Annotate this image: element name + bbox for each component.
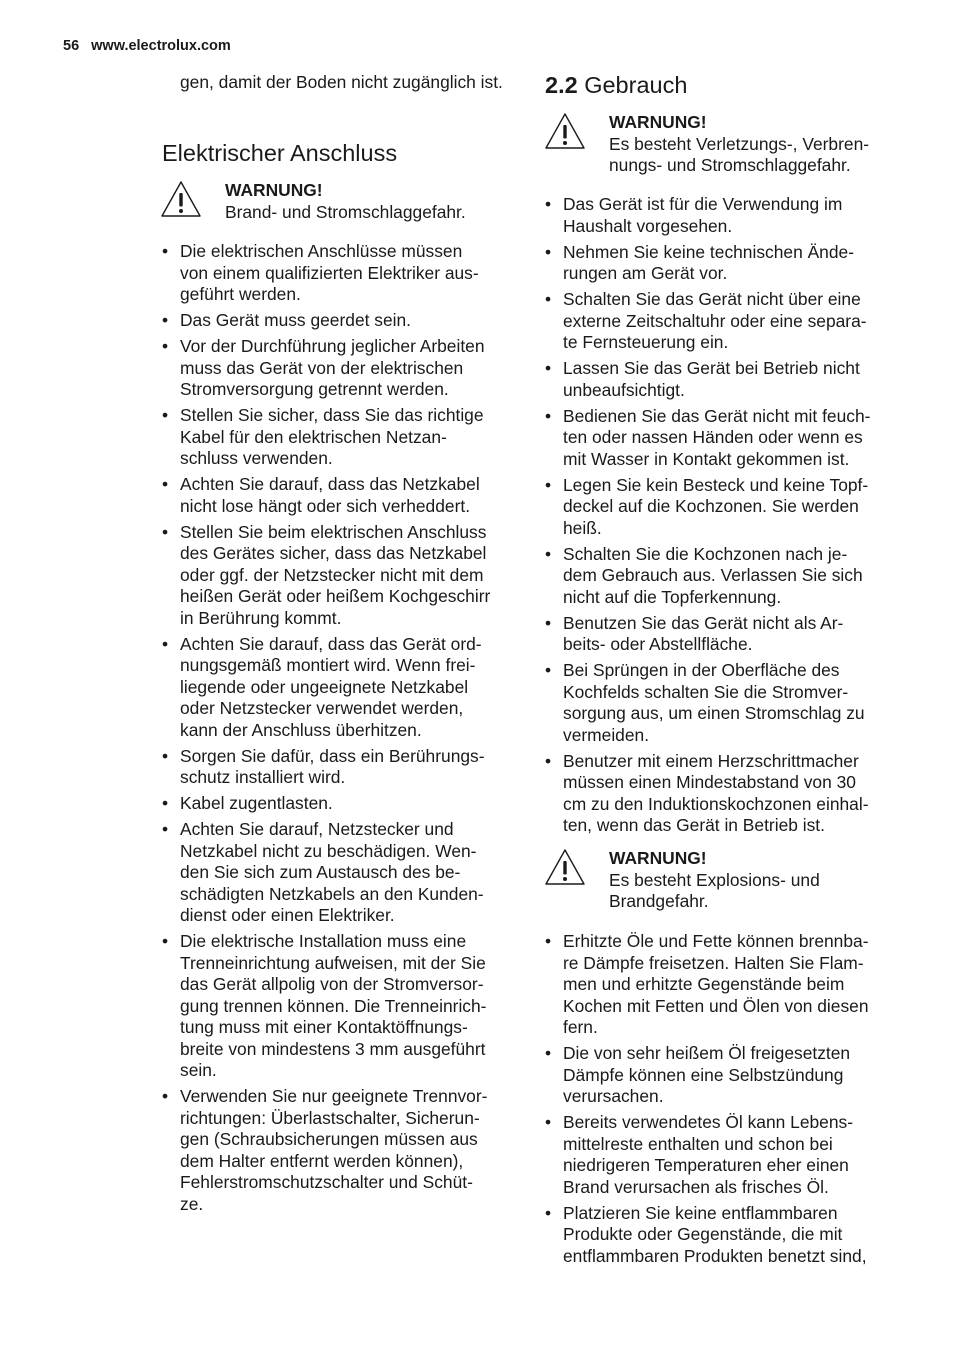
list-item-line: • Das Gerät muss geerdet sein. [180, 310, 412, 330]
list-item-line: Haushalt vorgesehen. [563, 215, 733, 236]
list-item-line: • Kabel zugentlasten. [180, 793, 333, 813]
list-item-line: • Vor der Durchführung jeglicher Arbeiten [180, 336, 485, 356]
list-item-line: • Die elektrische Installation muss eine [180, 931, 467, 951]
warning-title: WARNUNG! [609, 848, 707, 868]
list-item-line: kann der Anschluss überhitzen. [180, 719, 422, 740]
list-item-line: ze. [180, 1193, 204, 1214]
list-item-line: • Bereits verwendetes Öl kann Lebens- [563, 1112, 854, 1132]
section-title-elektrischer-anschluss: Elektrischer Anschluss [162, 140, 398, 166]
list-item-line: rungen am Gerät vor. [563, 263, 728, 283]
list-item-line: Kabel für den elektrischen Netzan- [180, 426, 447, 447]
list-item-line: • Stellen Sie sicher, dass Sie das richtige [180, 405, 484, 425]
list-item-line: cm zu den Induktionskochzonen einhal- [563, 793, 869, 814]
list-item [545, 613, 905, 656]
list-item-line: beits- oder Abstellfläche. [563, 634, 753, 654]
list-item-line: dienst oder einen Elektriker. [180, 905, 395, 925]
list-item [545, 1203, 905, 1268]
list-item-line: Brand verursachen als frisches Öl. [563, 1176, 829, 1197]
list-item-line: externe Zeitschaltuhr oder eine separa- [563, 310, 867, 331]
list-item-line: • Bei Sprüngen in der Oberfläche des [563, 660, 840, 680]
warning-triangle-icon [544, 848, 586, 886]
list-item-line: oder Netzstecker verwendet werden, [180, 698, 464, 718]
list-item-line: • Platzieren Sie keine entflammbaren [563, 1202, 838, 1223]
list-item [545, 475, 905, 540]
list-item-line: oder ggf. der Netzstecker nicht mit dem [180, 564, 484, 585]
list-item-line: • Schalten Sie das Gerät nicht über eine [563, 289, 861, 309]
list-item-line: sorgung aus, um einen Stromschlag zu [563, 703, 865, 723]
list-item-line: muss das Gerät von der elektrischen [180, 357, 464, 378]
section-title-gebrauch [545, 71, 687, 99]
list-item-line: heißen Gerät oder heißem Kochgeschirr [180, 586, 491, 606]
list-item [162, 819, 522, 927]
list-item-line: sein. [180, 1060, 217, 1080]
list-item-line: Dämpfe können eine Selbstzündung [563, 1064, 844, 1085]
list-item-line: • Legen Sie kein Besteck und keine Topf- [563, 474, 869, 495]
list-item-line: Kochen mit Fetten und Ölen von diesen [563, 995, 869, 1016]
list-item [162, 931, 522, 1082]
warning-title: WARNUNG! [609, 112, 707, 132]
list-item-line: unbeaufsichtigt. [563, 379, 685, 400]
list-item [162, 793, 522, 815]
list-item [545, 406, 905, 471]
list-item-line: müssen einen Mindestabstand von 30 [563, 772, 856, 792]
warning-text [609, 112, 869, 177]
warning-text [225, 180, 466, 223]
list-item-line: • Bedienen Sie das Gerät nicht mit feuch- [563, 405, 871, 426]
list-item-line: • Achten Sie darauf, dass das Gerät ord- [180, 633, 482, 654]
list-item-line: • Schalten Sie die Kochzonen nach je- [563, 543, 848, 564]
list-item-line: te Fernsteuerung ein. [563, 332, 729, 352]
list-item-line: men und erhitzte Gegenstände beim [563, 974, 845, 994]
list-item-line: • Benutzer mit einem Herzschrittmacher [563, 750, 859, 771]
warning-line: nungs- und Stromschlaggefahr. [609, 155, 851, 175]
list-item-line: das Gerät allpolig von der Stromversor- [180, 974, 484, 994]
list-item-line: re Dämpfe freisetzen. Halten Sie Flam- [563, 952, 864, 973]
list-item [545, 544, 905, 609]
list-item-line: ten oder nassen Händen oder wenn es [563, 427, 863, 447]
list-item-line: Kochfelds schalten Sie die Stromver- [563, 681, 849, 702]
list-item [162, 336, 522, 401]
list-item-line: entflammbaren Produkten benetzt sind, [563, 1245, 867, 1266]
list-item-line: deckel auf die Kochzonen. Sie werden [563, 496, 859, 516]
list-item-line: • Achten Sie darauf, Netzstecker und [180, 819, 454, 839]
list-item-line: • Die von sehr heißem Öl freigesetzten [563, 1043, 851, 1063]
list-item-line: Fehlerstromschutzschalter und Schüt- [180, 1172, 473, 1192]
list-item-line: mittelreste enthalten und schon bei [563, 1133, 833, 1154]
list-item-line: von einem qualifizierten Elektriker aus- [180, 262, 479, 283]
warning-title: WARNUNG! [225, 180, 323, 200]
warning-line: Brandgefahr. [609, 891, 709, 911]
continuation-text: gen, damit der Boden nicht zugänglich ist. [180, 72, 503, 92]
bullet-list-electrical [162, 241, 522, 1220]
list-item [545, 1112, 905, 1198]
list-item [545, 289, 905, 354]
list-item-line: mit Wasser in Kontakt gekommen ist. [563, 448, 850, 469]
list-item-line: breite von mindestens 3 mm ausgeführt [180, 1038, 486, 1059]
list-item-line: verursachen. [563, 1086, 664, 1106]
list-item [162, 746, 522, 789]
list-item-line: ten, wenn das Gerät in Betrieb ist. [563, 815, 825, 835]
list-item-line: Netzkabel nicht zu beschädigen. Wen- [180, 840, 477, 861]
list-item [545, 358, 905, 401]
list-item [162, 634, 522, 742]
list-item-line: gen (Schraubsicherungen müssen aus [180, 1129, 478, 1149]
section-title-text: Gebrauch [584, 72, 688, 98]
list-item-line: vermeiden. [563, 724, 650, 745]
warning-text [609, 848, 820, 913]
list-item [162, 405, 522, 470]
list-item-line: nungsgemäß montiert wird. Wenn frei- [180, 655, 476, 675]
list-item-line: dem Gebrauch aus. Verlassen Sie sich [563, 565, 863, 585]
list-item-line: dem Halter entfernt werden können), [180, 1150, 464, 1171]
list-item-line: gung trennen können. Die Trenneinrich- [180, 995, 487, 1016]
warning-triangle-icon [160, 180, 202, 218]
list-item-line: • Sorgen Sie dafür, dass ein Berührungs- [180, 745, 485, 766]
list-item [545, 242, 905, 285]
list-item-line: tung muss mit einer Kontaktöffnungs- [180, 1017, 468, 1037]
list-item-line: • Verwenden Sie nur geeignete Trennvor- [180, 1086, 488, 1106]
site-url: www.electrolux.com [91, 38, 231, 54]
warning-line: Es besteht Explosions- und [609, 869, 820, 890]
list-item-line: • Erhitzte Öle und Fette können brennba- [563, 931, 869, 951]
list-item-line: schluss verwenden. [180, 448, 333, 468]
list-item-line: geführt werden. [180, 284, 301, 304]
list-item-line: in Berührung kommt. [180, 607, 342, 628]
list-item-line: • Die elektrischen Anschlüsse müssen [180, 241, 463, 261]
list-item-line: des Gerätes sicher, dass das Netzkabel [180, 543, 487, 563]
list-item-line: fern. [563, 1017, 598, 1037]
list-item [545, 1043, 905, 1108]
list-item-line: schutz installiert wird. [180, 767, 346, 787]
list-item-line: schädigten Netzkabels an den Kunden- [180, 883, 484, 904]
list-item [162, 241, 522, 306]
warning-triangle-icon [544, 112, 586, 150]
list-item-line: • Achten Sie darauf, dass das Netzkabel [180, 474, 480, 494]
list-item-line: nicht auf die Topferkennung. [563, 586, 782, 607]
page-number: 56 [63, 38, 80, 54]
list-item-line: • Lassen Sie das Gerät bei Betrieb nicht [563, 358, 860, 378]
list-item-line: Produkte oder Gegenstände, die mit [563, 1224, 843, 1244]
list-item [545, 751, 905, 837]
bullet-list-oil [545, 931, 905, 1272]
list-item-line: richtungen: Überlastschalter, Sicherun- [180, 1107, 480, 1128]
list-item-line: • Benutzen Sie das Gerät nicht als Ar- [563, 612, 844, 633]
list-item [545, 660, 905, 746]
list-item-line: • Das Gerät ist für die Verwendung im [563, 194, 843, 214]
list-item [162, 310, 522, 332]
list-item-line: nicht lose hängt oder sich verheddert. [180, 495, 471, 516]
list-item [162, 522, 522, 630]
list-item-line: Stromversorgung getrennt werden. [180, 379, 449, 399]
page-header [63, 38, 231, 54]
bullet-list-usage [545, 194, 905, 841]
list-item [162, 474, 522, 517]
section-number: 2.2 [545, 72, 578, 98]
list-item-line: den Sie sich zum Austausch des be- [180, 862, 461, 882]
list-item [545, 194, 905, 237]
list-item-line: Trenneinrichtung aufweisen, mit der Sie [180, 952, 486, 973]
warning-line: Brand- und Stromschlaggefahr. [225, 201, 466, 222]
warning-line: Es besteht Verletzungs-, Verbren- [609, 133, 870, 154]
list-item-line: heiß. [563, 517, 602, 538]
list-item [162, 1086, 522, 1215]
list-item-line: liegende oder ungeeignete Netzkabel [180, 676, 469, 697]
list-item-line: • Stellen Sie beim elektrischen Anschluss [180, 521, 487, 542]
list-item [545, 931, 905, 1039]
list-item-line: niedrigeren Temperaturen eher einen [563, 1155, 849, 1175]
list-item-line: • Nehmen Sie keine technischen Ände- [563, 241, 854, 262]
